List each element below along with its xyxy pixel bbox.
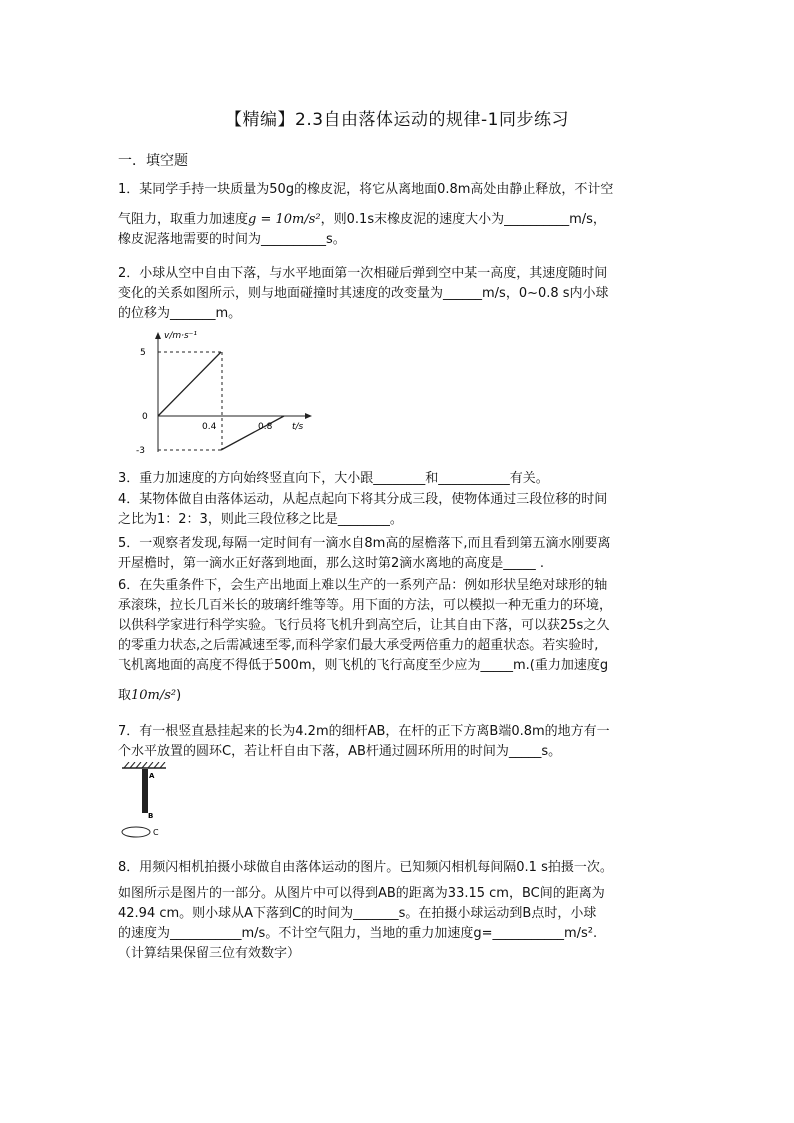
question-5-line-2: 开屋檐时，第一滴水正好落到地面，那么这时第2滴水离地的高度是_____ . — [118, 556, 545, 571]
y-tick-neg3: -3 — [136, 446, 145, 456]
question-8 — [118, 858, 684, 964]
question-3 — [118, 469, 684, 489]
question-4-line-2: 之比为1：2：3，则此三段位移之比是________。 — [118, 512, 403, 527]
question-4 — [118, 490, 684, 530]
x-tick-08: 0.8 — [258, 422, 273, 432]
question-5 — [118, 534, 684, 574]
question-6-line-1: 6．在失重条件下，会生产出地面上难以生产的一系列产品：例如形状呈绝对球形的轴 — [118, 578, 608, 593]
question-6-text-a: 取 — [118, 688, 132, 703]
question-6-line-2: 承滚珠，拉长几百米长的玻璃纤维等等。用下面的方法，可以模拟一种无重力的环境， — [118, 598, 613, 613]
question-8-line-1: 8．用频闪相机拍摄小球做自由落体运动的图片。已知频闪相机每间隔0.1 s拍摄一次。 — [118, 860, 613, 875]
x-tick-04: 0.4 — [202, 422, 217, 432]
label-b: B — [148, 812, 154, 820]
question-8-line-2: 如图所示是图片的一部分。从图片中可以得到AB的距离为33.15 cm，BC间的距离为 — [118, 886, 605, 901]
question-5-line-1: 5．一观察者发现,每隔一定时间有一滴水自8m高的屋檐落下,而且看到第五滴水刚要离 — [118, 536, 611, 551]
question-1-text-b: ，则0.1s末橡皮泥的速度大小为__________m/s， — [320, 212, 606, 227]
question-6-line-6 — [118, 686, 684, 706]
rod-ab — [142, 769, 148, 813]
question-6-line-5: 飞机离地面的高度不得低于500m，则飞机的飞行高度至少应为_____m.(重力加速度g — [118, 658, 609, 673]
question-8-line-4: 的速度为___________m/s。不计空气阻力，当地的重力加速度g=___________m/s². — [118, 926, 598, 941]
question-2-line-3: 的位移为_______m。 — [118, 306, 242, 321]
question-7 — [118, 722, 684, 762]
y-tick-5: 5 — [140, 348, 146, 358]
question-1-line-1: 1．某同学手持一块质量为50g的橡皮泥，将它从离地面0.8m高处由静止释放，不计空 — [118, 182, 614, 197]
ceiling-hatch — [124, 762, 165, 768]
question-1 — [118, 180, 684, 250]
ring-c — [122, 827, 150, 837]
rod-ring-figure — [118, 762, 188, 842]
question-7-line-1: 7．有一根竖直悬挂起来的长为4.2m的细杆AB，在杆的正下方离B端0.8m的地方有一 — [118, 724, 610, 739]
question-8-line-3: 42.94 cm。则小球从A下落到C的时间为_______s。在拍摄小球运动到B点时，小球 — [118, 906, 597, 921]
question-1-line-3: 橡皮泥落地需要的时间为__________s。 — [118, 232, 346, 247]
question-6-line-4: 的零重力状态,之后需减速至零,而科学家们最大承受两倍重力的超重状态。若实验时, — [118, 638, 599, 653]
question-2-line-2: 变化的关系如图所示，则与地面碰撞时其速度的改变量为______m/s，0~0.8 s内小球 — [118, 286, 609, 301]
velocity-time-graph — [130, 328, 330, 458]
question-1-line-2 — [118, 210, 684, 230]
question-6-text-b: ) — [176, 688, 182, 703]
question-1-text-a: 气阻力，取重力加速度 — [118, 212, 249, 227]
question-4-line-1: 4．某物体做自由落体运动，从起点起向下将其分成三段，使物体通过三段位移的时间 — [118, 492, 608, 507]
label-c: C — [153, 828, 159, 837]
page-title: 【精编】2.3自由落体运动的规律-1同步练习 — [225, 110, 569, 130]
gravity-formula: g = 10m/s² — [248, 212, 321, 227]
gravity-value: 10m/s² — [131, 688, 177, 703]
question-7-line-2: 个水平放置的圆环C，若让杆自由下落，AB杆通过圆环所用的时间为_____s。 — [118, 744, 562, 759]
question-3-line-1: 3．重力加速度的方向始终竖直向下，大小跟________和___________有关。 — [118, 471, 549, 486]
question-2 — [118, 264, 684, 324]
x-axis-label: t/s — [292, 422, 304, 432]
y-axis-arrow — [155, 332, 161, 339]
question-8-line-5: （计算结果保留三位有效数字） — [118, 946, 301, 961]
y-axis-label: v/m·s⁻¹ — [164, 331, 198, 341]
x-axis-arrow — [305, 413, 312, 419]
y-tick-0: 0 — [142, 412, 148, 422]
velocity-line-rebound — [221, 416, 284, 450]
question-6 — [118, 576, 684, 706]
question-2-line-1: 2．小球从空中自由下落，与水平地面第一次相碰后弹到空中某一高度，其速度随时间 — [118, 266, 608, 281]
label-a: A — [149, 772, 155, 780]
question-6-line-3: 以供科学家进行科学实验。飞行员将飞机升到高空后，让其自由下落，可以获25s之久 — [118, 618, 610, 633]
section-heading: 一．填空题 — [118, 153, 188, 169]
velocity-line-fall — [158, 352, 221, 416]
